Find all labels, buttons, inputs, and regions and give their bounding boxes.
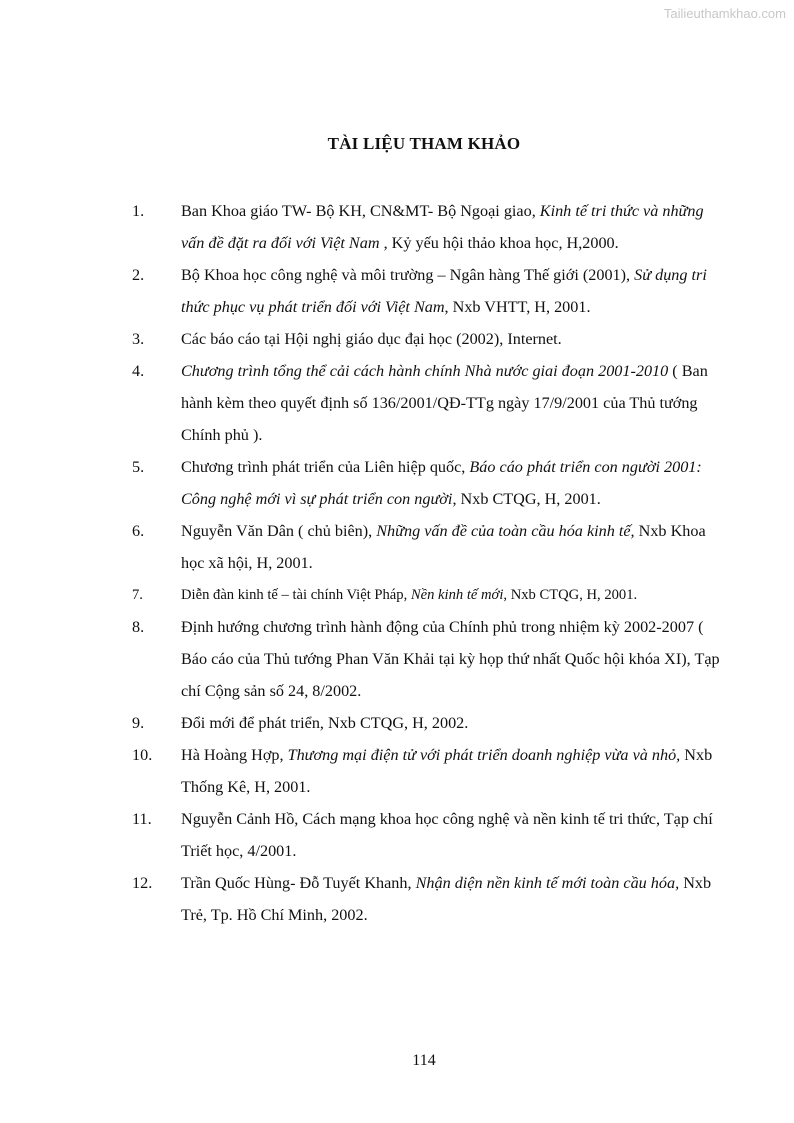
reference-text-segment: Ban Khoa giáo TW- Bộ KH, CN&MT- Bộ Ngoại giao, [181, 202, 540, 220]
reference-number: 7. [132, 587, 143, 603]
reference-text-segment: Chương trình phát triển của Liên hiệp quốc, [181, 458, 470, 476]
reference-text-segment: , Nxb CTQG, H, 2001. [503, 587, 638, 603]
reference-title-italic: Kinh tế tri thức và những vấn đề đặt ra đối với Việt Nam [181, 202, 704, 252]
watermark-text: Tailieuthamkhao.com [663, 6, 786, 21]
reference-text [181, 867, 726, 931]
reference-number: 9. [132, 714, 145, 732]
reference-number: 4. [132, 362, 145, 380]
reference-item [0, 195, 794, 259]
reference-number: 3. [132, 330, 145, 348]
reference-title-italic: Nhận diện nền kinh tế mới toàn cầu hóa, [415, 874, 680, 892]
reference-text-segment: Trần Quốc Hùng- Đỗ Tuyết Khanh, [181, 874, 416, 892]
reference-item [0, 707, 794, 739]
reference-number: 10. [132, 746, 153, 764]
reference-item [0, 867, 794, 931]
reference-text [181, 739, 726, 803]
reference-item [0, 323, 794, 355]
reference-text [181, 707, 726, 739]
reference-text-segment: Nxb Thống Kê, H, 2001. [181, 746, 713, 796]
reference-title-italic: Những vấn đề của toàn cầu hóa kinh tế, [376, 522, 635, 540]
reference-text-segment: Nxb Trẻ, Tp. Hồ Chí Minh, 2002. [181, 874, 712, 924]
reference-text-segment: Diễn đàn kinh tế – tài chính Việt Pháp, [181, 587, 411, 603]
reference-text-segment: Định hướng chương trình hành động của Chính phủ trong nhiệm kỳ 2002-2007 ( Báo cáo của Thủ tướng Phan Văn Khải tại kỳ họp thứ nhất Quốc hội khóa XI), Tạp chí Cộng sản số 24, 8/2002. [181, 618, 720, 700]
reference-item [0, 259, 794, 323]
reference-text-segment: Hà Hoàng Hợp, [181, 746, 288, 764]
reference-item [0, 611, 794, 707]
reference-text-segment: Đổi mới để phát triển, Nxb CTQG, H, 2002. [181, 714, 469, 732]
reference-item [0, 451, 794, 515]
reference-number: 8. [132, 618, 145, 636]
reference-list [0, 195, 794, 931]
reference-text-segment: ( Ban hành kèm theo quyết định số 136/2001/QĐ-TTg ngày 17/9/2001 của Thủ tướng Chính phủ ). [181, 362, 708, 444]
reference-text-segment: Nxb Khoa học xã hội, H, 2001. [181, 522, 706, 572]
reference-item [0, 355, 794, 451]
reference-text-segment: Nguyễn Cảnh Hồ, Cách mạng khoa học công nghệ và nền kinh tế tri thức, Tạp chí Triết học, 4/2001. [181, 810, 713, 860]
reference-text [181, 323, 726, 355]
reference-text [181, 195, 726, 259]
reference-title-italic: Sử dụng tri thức phục vụ phát triển đối với Việt Nam [181, 266, 707, 316]
reference-text-segment: , Nxb VHTT, H, 2001. [444, 298, 591, 316]
reference-title-italic: Chương trình tổng thể cải cách hành chính Nhà nước giai đoạn 2001-2010 [181, 362, 669, 380]
reference-number: 12. [132, 874, 153, 892]
reference-text-segment: , Nxb CTQG, H, 2001. [452, 490, 601, 508]
page-title: TÀI LIỆU THAM KHẢO [327, 134, 521, 153]
reference-text-segment: Nguyễn Văn Dân ( chủ biên), [181, 522, 377, 540]
reference-item [0, 739, 794, 803]
reference-text [181, 259, 726, 323]
reference-number: 5. [132, 458, 145, 476]
reference-number: 6. [132, 522, 145, 540]
reference-text [181, 579, 726, 611]
reference-item [0, 579, 794, 611]
reference-item [0, 515, 794, 579]
page-number: 114 [412, 1052, 436, 1069]
reference-item [0, 803, 794, 867]
reference-title-italic: Thương mại điện tử với phát triển doanh nghiệp vừa và nhỏ, [287, 746, 681, 764]
reference-text [181, 451, 726, 515]
reference-title-italic: Báo cáo phát triển con người 2001: Công nghệ mới vì sự phát triển con người [181, 458, 702, 508]
reference-title-italic: Nền kinh tế mới [410, 587, 504, 603]
reference-text [181, 515, 726, 579]
reference-text-segment: Các báo cáo tại Hội nghị giáo dục đại học (2002), Internet. [181, 330, 562, 348]
reference-text-segment: , Kỷ yếu hội thảo khoa học, H,2000. [379, 234, 619, 252]
reference-number: 2. [132, 266, 145, 284]
reference-number: 1. [132, 202, 145, 220]
reference-number: 11. [132, 810, 152, 828]
reference-text [181, 803, 726, 867]
reference-text-segment: Bộ Khoa học công nghệ và môi trường – Ngân hàng Thế giới (2001), [181, 266, 635, 284]
reference-text [181, 611, 726, 707]
reference-text [181, 355, 726, 451]
